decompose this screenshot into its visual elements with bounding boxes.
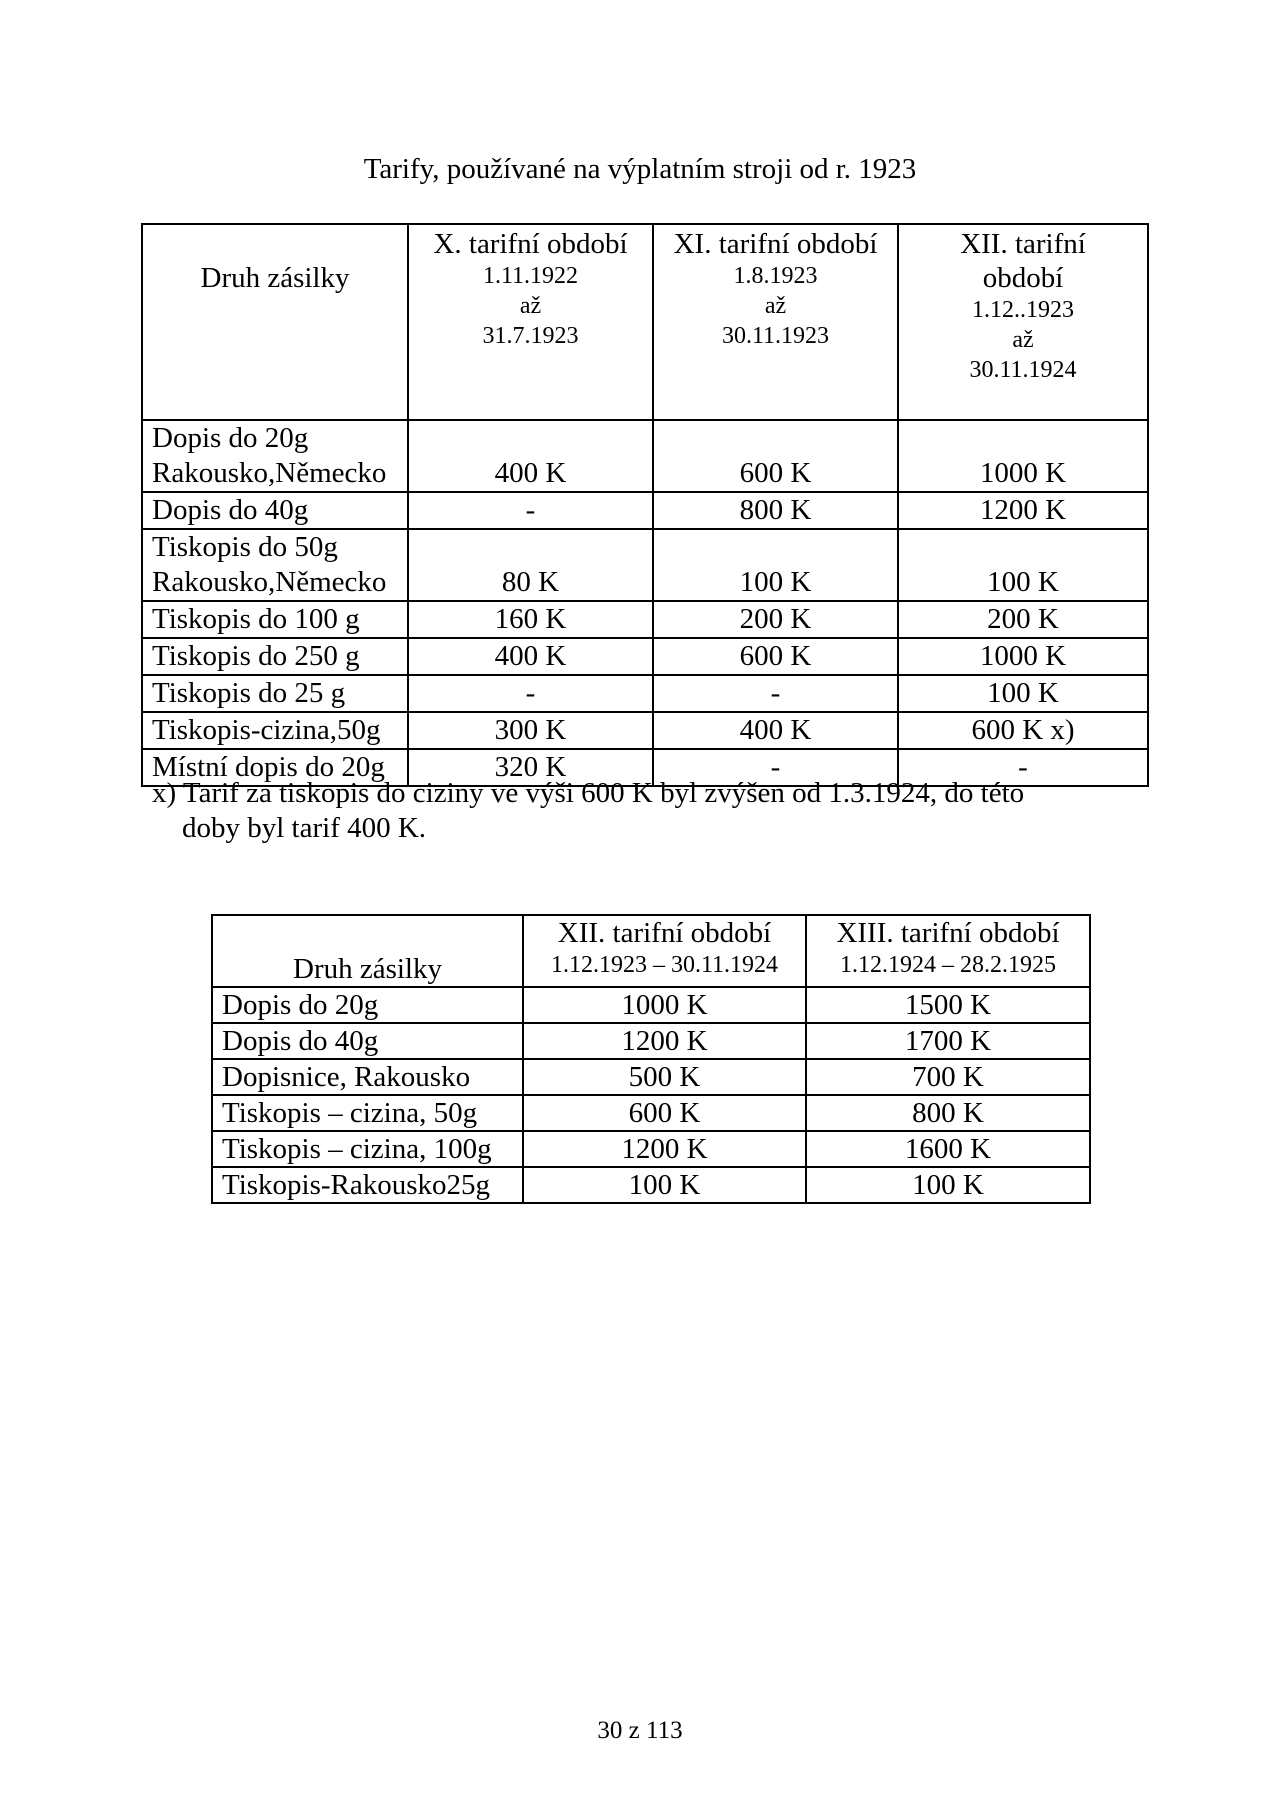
table-row bbox=[142, 638, 1148, 675]
period-start: 1.11.1922 bbox=[482, 263, 579, 289]
period-name: XIII. tarifní období bbox=[836, 917, 1060, 949]
tariff-table-1 bbox=[141, 223, 1149, 787]
cell-value: 400 K bbox=[653, 712, 898, 749]
row-label: Tiskopis do 250 g bbox=[142, 638, 408, 675]
tariff-table-1-body bbox=[142, 420, 1148, 786]
table-row bbox=[212, 987, 1090, 1023]
cell-value: 500 K bbox=[523, 1059, 806, 1095]
column-header-type: Druh zásilky bbox=[212, 915, 523, 987]
column-header-type: Druh zásilky bbox=[142, 224, 408, 420]
period-end: 30.11.1924 bbox=[969, 357, 1077, 383]
row-label-line-2: Rakousko,Německo bbox=[152, 457, 387, 489]
cell-value: 300 K bbox=[408, 712, 653, 749]
table-row bbox=[142, 675, 1148, 712]
cell-value: 1000 K bbox=[898, 420, 1148, 492]
cell-value: 1200 K bbox=[898, 492, 1148, 529]
column-header-period-x bbox=[408, 224, 653, 420]
cell-value: 1700 K bbox=[806, 1023, 1090, 1059]
row-label: Tiskopis-Rakousko25g bbox=[212, 1167, 523, 1203]
row-label: Dopisnice, Rakousko bbox=[212, 1059, 523, 1095]
row-label-line-2: Rakousko,Německo bbox=[152, 566, 387, 598]
cell-value: 800 K bbox=[806, 1095, 1090, 1131]
cell-value: 100 K bbox=[898, 529, 1148, 601]
cell-value: - bbox=[898, 749, 1148, 786]
period-end: 30.11.1923 bbox=[721, 323, 830, 349]
period-name: XII. tarifní období bbox=[557, 917, 772, 949]
row-label: Dopis do 20g bbox=[212, 987, 523, 1023]
cell-value: 600 K bbox=[653, 420, 898, 492]
row-label: Tiskopis-cizina,50g bbox=[142, 712, 408, 749]
period-start: 1.8.1923 bbox=[733, 263, 818, 289]
table-row bbox=[212, 1059, 1090, 1095]
column-header-period-xii bbox=[898, 224, 1148, 420]
period-start: 1.12..1923 bbox=[972, 297, 1074, 323]
cell-value: 1200 K bbox=[523, 1131, 806, 1167]
period-end: 31.7.1923 bbox=[482, 323, 579, 349]
cell-value: 100 K bbox=[523, 1167, 806, 1203]
cell-value: 600 K bbox=[523, 1095, 806, 1131]
cell-value: - bbox=[408, 492, 653, 529]
table-row bbox=[212, 1023, 1090, 1059]
row-label-line-1: Dopis do 20g bbox=[152, 422, 309, 454]
footnote-line-2: doby byl tarif 400 K. bbox=[182, 812, 427, 844]
cell-value: 1000 K bbox=[523, 987, 806, 1023]
period-range: 1.12.1924 – 28.2.1925 bbox=[840, 952, 1056, 978]
column-header-period-xii bbox=[523, 915, 806, 987]
row-label bbox=[142, 529, 408, 601]
period-name-line-1: XII. tarifní bbox=[960, 228, 1086, 260]
cell-value: 600 K x) bbox=[898, 712, 1148, 749]
cell-value: 200 K bbox=[898, 601, 1148, 638]
footnote-line-1: x) Tarif za tiskopis do ciziny ve výši 600 K byl zvýšen od 1.3.1924, do této bbox=[152, 777, 1025, 809]
row-label: Tiskopis – cizina, 100g bbox=[212, 1131, 523, 1167]
column-header-period-xiii bbox=[806, 915, 1090, 987]
tariff-table-2 bbox=[211, 914, 1091, 1204]
cell-value: - bbox=[408, 675, 653, 712]
row-label-line-1: Tiskopis do 50g bbox=[152, 531, 338, 563]
period-name: XI. tarifní období bbox=[673, 228, 878, 260]
cell-value: 100 K bbox=[898, 675, 1148, 712]
row-label: Dopis do 40g bbox=[212, 1023, 523, 1059]
period-separator: až bbox=[1012, 327, 1034, 353]
cell-value: 100 K bbox=[653, 529, 898, 601]
cell-value: 700 K bbox=[806, 1059, 1090, 1095]
cell-value: 800 K bbox=[653, 492, 898, 529]
tariff-table-1-header bbox=[142, 224, 1148, 420]
table-row bbox=[142, 529, 1148, 601]
row-label: Dopis do 40g bbox=[142, 492, 408, 529]
table-row bbox=[142, 492, 1148, 529]
tariff-table-2-header bbox=[212, 915, 1090, 987]
table-row bbox=[142, 712, 1148, 749]
page-title: Tarify, používané na výplatním stroji od r. 1923 bbox=[363, 153, 917, 185]
row-label: Tiskopis do 100 g bbox=[142, 601, 408, 638]
table-row bbox=[142, 420, 1148, 492]
cell-value: 400 K bbox=[408, 638, 653, 675]
period-name: X. tarifní období bbox=[433, 228, 628, 260]
table-row bbox=[212, 1131, 1090, 1167]
cell-value: 600 K bbox=[653, 638, 898, 675]
page-number: 30 z 113 bbox=[597, 1717, 683, 1744]
cell-value: 160 K bbox=[408, 601, 653, 638]
table-row bbox=[212, 1095, 1090, 1131]
footnote bbox=[152, 776, 1112, 846]
column-header-period-xi bbox=[653, 224, 898, 420]
cell-value: - bbox=[653, 749, 898, 786]
row-label: Tiskopis – cizina, 50g bbox=[212, 1095, 523, 1131]
cell-value: 1600 K bbox=[806, 1131, 1090, 1167]
period-name-line-2: období bbox=[982, 262, 1064, 294]
period-separator: až bbox=[519, 293, 542, 319]
period-range: 1.12.1923 – 30.11.1924 bbox=[550, 952, 779, 978]
tariff-table-2-body bbox=[212, 987, 1090, 1203]
cell-value: 320 K bbox=[408, 749, 653, 786]
cell-value: 80 K bbox=[408, 529, 653, 601]
row-label bbox=[142, 420, 408, 492]
row-label: Místní dopis do 20g bbox=[142, 749, 408, 786]
row-label: Tiskopis do 25 g bbox=[142, 675, 408, 712]
cell-value: 100 K bbox=[806, 1167, 1090, 1203]
table-row bbox=[142, 601, 1148, 638]
cell-value: 200 K bbox=[653, 601, 898, 638]
cell-value: 400 K bbox=[408, 420, 653, 492]
period-separator: až bbox=[764, 293, 787, 319]
cell-value: 1000 K bbox=[898, 638, 1148, 675]
table-row bbox=[212, 1167, 1090, 1203]
cell-value: 1200 K bbox=[523, 1023, 806, 1059]
cell-value: 1500 K bbox=[806, 987, 1090, 1023]
cell-value: - bbox=[653, 675, 898, 712]
